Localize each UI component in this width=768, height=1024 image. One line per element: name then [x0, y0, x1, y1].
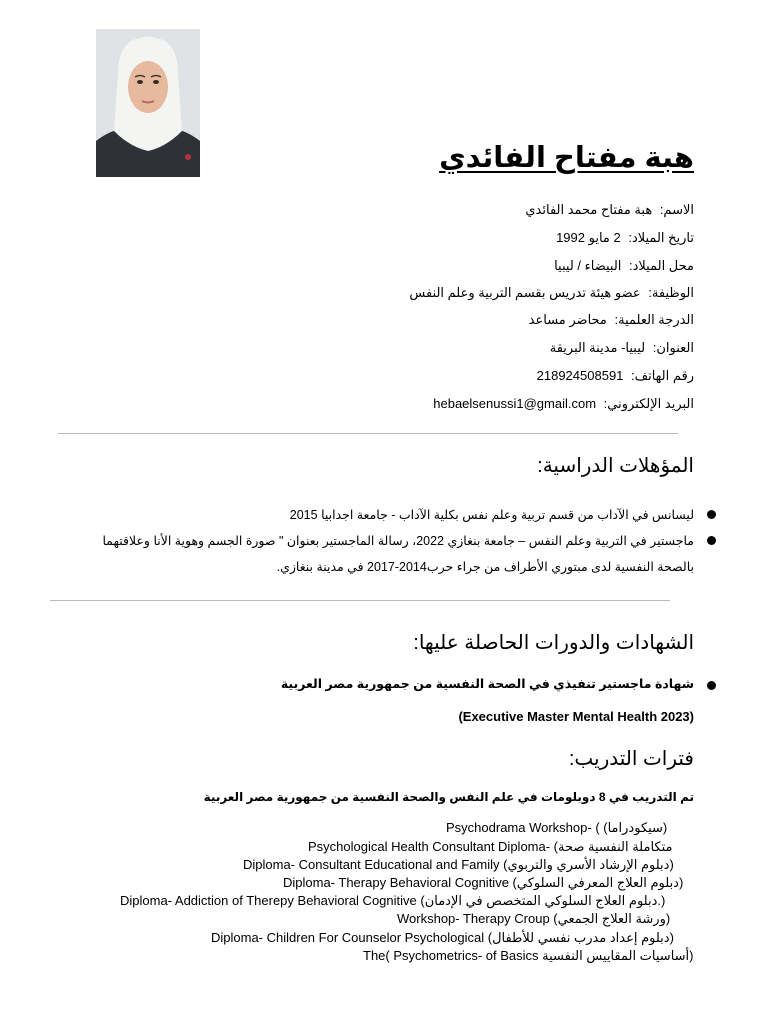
profile-photo: [96, 29, 200, 177]
info-name: [525, 202, 694, 218]
section-title-certificates: الشهادات والدورات الحاصلة عليها:: [413, 632, 694, 654]
list-item-text: ماجستير في التربية وعلم النفس – جامعة بنغازي 2022، رسالة الماجستير بعنوان " صورة الجسم وهوية الأنا وعلاقتهما بالصحة النفسية لدى مبتوري الأطراف من جراء حرب2014-2017 في مدينة بنغازي.: [102, 534, 694, 574]
training-line: Psychological Health Consultant Diploma- (متكاملة النفسية صحة: [308, 839, 673, 854]
training-line: Diploma- Children For Counselor Psychological (دبلوم إعداد مدرب نفسي للأطفال): [211, 930, 674, 945]
info-label: البريد الإلكتروني:: [603, 396, 694, 411]
divider: [50, 600, 670, 601]
list-item: [281, 676, 694, 691]
info-label: رقم الهاتف:: [631, 368, 694, 383]
training-line: Diploma- Addiction of Therepy Behavioral Cognitive (دبلوم العلاج السلوكي المتخصص في الإدمان.): [120, 893, 666, 908]
bullet-icon: [707, 681, 716, 690]
divider: [58, 433, 678, 434]
section-title-training: فترات التدريب:: [568, 748, 694, 770]
training-line: The( Psychometrics- of Basics أساسيات المقاييس النفسية): [363, 948, 694, 963]
info-label: العنوان:: [652, 340, 694, 355]
info-value: 218924508591: [536, 368, 624, 383]
info-value: 2 مايو 1992: [556, 230, 621, 245]
training-line: Diploma- Therapy Behavioral Cognitive (دبلوم العلاج المعرفي السلوكي): [283, 875, 684, 890]
info-value: عضو هيئة تدريس بقسم التربية وعلم النفس: [409, 285, 641, 300]
info-value: هبة مفتاح محمد الفائدي: [525, 202, 653, 217]
bullet-icon: [707, 536, 716, 545]
email-link[interactable]: hebaelsenussi1@gmail.com: [433, 396, 597, 411]
training-line: Workshop- Therapy Croup (ورشة العلاج الجمعي): [397, 911, 671, 926]
info-birthplace: [554, 258, 694, 274]
list-item: [74, 528, 694, 580]
bullet-icon: [707, 510, 716, 519]
section-title-qualifications: المؤهلات الدراسية:: [537, 455, 694, 477]
training-line: Diploma- Consultant Educational and Family (دبلوم الإرشاد الأسري والتربوي): [243, 857, 674, 872]
info-label: الاسم:: [659, 202, 694, 217]
list-item: [74, 502, 694, 528]
training-intro: تم التدريب في 8 دوبلومات في علم النفس والصحة النفسية من جمهورية مصر العربية: [203, 790, 694, 804]
list-item-text: شهادة ماجستير تنفيذي في الصحة النفسية من جمهورية مصر العربية: [280, 677, 694, 691]
certificate-english: (Executive Master Mental Health 2023): [458, 709, 694, 724]
info-job: [409, 285, 694, 301]
info-address: [550, 340, 694, 356]
info-value: محاضر مساعد: [528, 312, 607, 327]
info-phone: [537, 368, 694, 384]
info-label: الدرجة العلمية:: [614, 312, 694, 327]
info-email: [433, 396, 694, 412]
info-degree: [529, 312, 694, 328]
info-label: محل الميلاد:: [629, 258, 694, 273]
info-value: البيضاء / ليبيا: [554, 258, 622, 273]
page-title: هبة مفتاح الفائدي: [439, 142, 694, 174]
info-label: تاريخ الميلاد:: [628, 230, 694, 245]
person-portrait: [96, 29, 200, 177]
training-line: Psychodrama Workshop- ( (سيكودراما): [446, 820, 668, 835]
list-item-text: ليسانس في الآداب من قسم تربية وعلم نفس بكلية الآداب - جامعة اجدابيا 2015: [289, 508, 694, 522]
info-label: الوظيفة:: [648, 285, 694, 300]
info-value: ليبيا- مدينة البريقة: [549, 340, 646, 355]
info-birthdate: [556, 230, 694, 246]
